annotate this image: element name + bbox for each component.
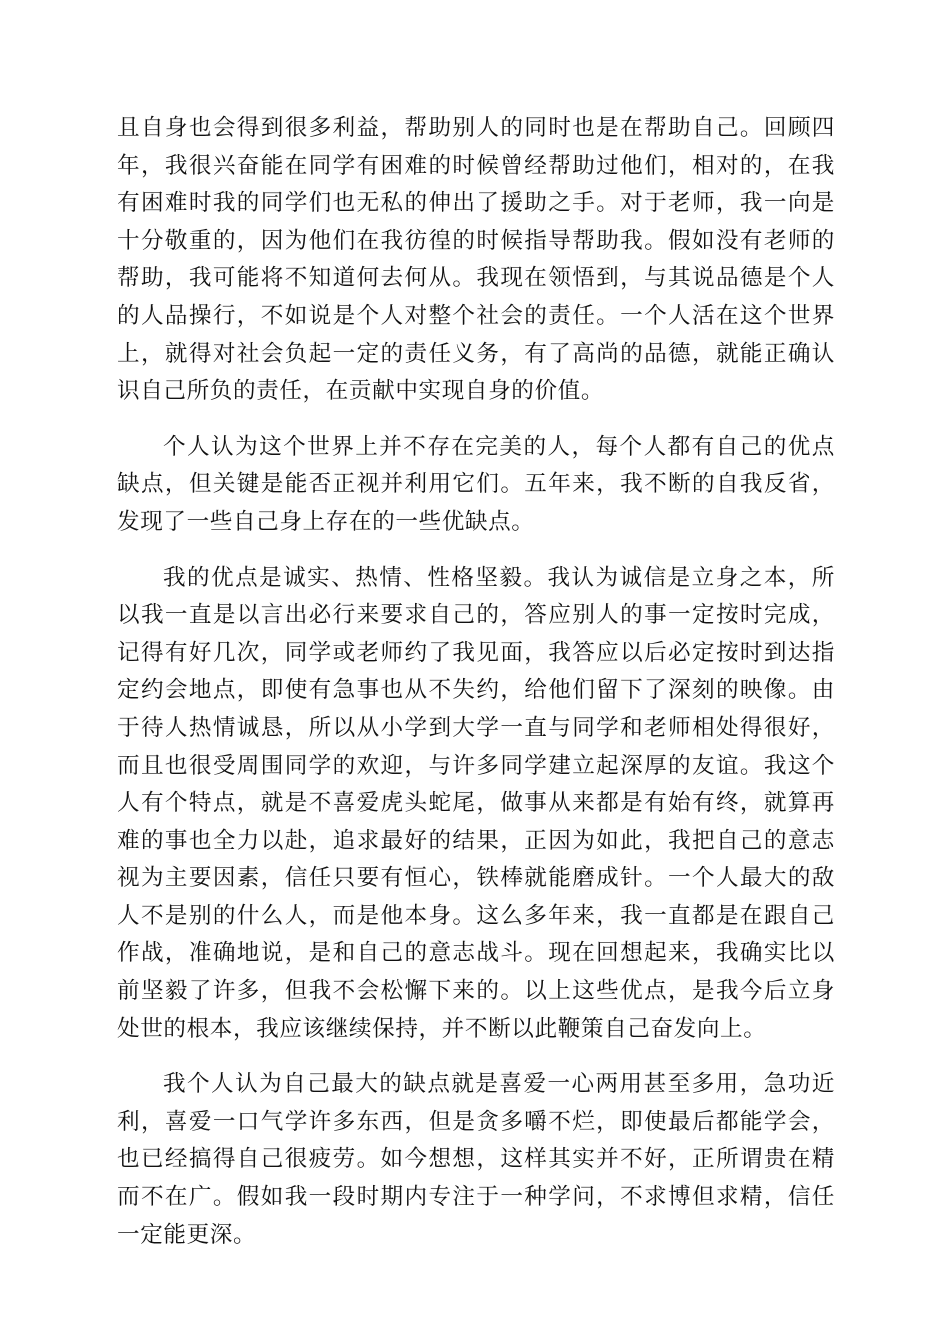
paragraph-3: 我的优点是诚实、热情、性格坚毅。我认为诚信是立身之本，所以我一直是以言出必行来要求自己的，答应别人的事一定按时完成，记得有好几次，同学或老师约了我见面，我答应以后必定按时到达指定约会地点，即使有急事也从不失约，给他们留下了深刻的映像。由于待人热情诚恳，所以从小学到大学一直与同学和老师相处得很好，而且也很受周围同学的欢迎，与许多同学建立起深厚的友谊。我这个人有个特点，就是不喜爱虎头蛇尾，做事从来都是有始有终，就算再难的事也全力以赴，追求最好的结果，正因为如此，我把自己的意志视为主要因素，信任只要有恒心，铁棒就能磨成针。一个人最大的敌人不是别的什么人，而是他本身。这么多年来，我一直都是在跟自己作战，准确地说，是和自己的意志战斗。现在回想起来，我确实比以前坚毅了许多，但我不会松懈下来的。以上这些优点，是我今后立身处世的根本，我应该继续保持，并不断以此鞭策自己奋发向上。	[117, 564, 835, 1042]
document-body	[117, 110, 835, 1254]
paragraph-4: 我个人认为自己最大的缺点就是喜爱一心两用甚至多用，急功近利，喜爱一口气学许多东西，但是贪多嚼不烂，即使最后都能学会，也已经搞得自己很疲劳。如今想想，这样其实并不好，正所谓贵在精而不在广。假如我一段时期内专注于一种学问，不求博但求精，信任一定能更深。	[117, 1071, 835, 1248]
paragraph-2: 个人认为这个世界上并不存在完美的人，每个人都有自己的优点缺点，但关键是能否正视并利用它们。五年来，我不断的自我反省，发现了一些自己身上存在的一些优缺点。	[117, 433, 835, 535]
paragraph-1: 且自身也会得到很多利益，帮助别人的同时也是在帮助自己。回顾四年，我很兴奋能在同学有困难的时候曾经帮助过他们，相对的，在我有困难时我的同学们也无私的伸出了援助之手。对于老师，我一向是十分敬重的，因为他们在我彷徨的时候指导帮助我。假如没有老师的帮助，我可能将不知道何去何从。我现在领悟到，与其说品德是个人的人品操行，不如说是个人对整个社会的责任。一个人活在这个世界上，就得对社会负起一定的责任义务，有了高尚的品德，就能正确认识自己所负的责任，在贡献中实现自身的价值。	[117, 115, 835, 405]
